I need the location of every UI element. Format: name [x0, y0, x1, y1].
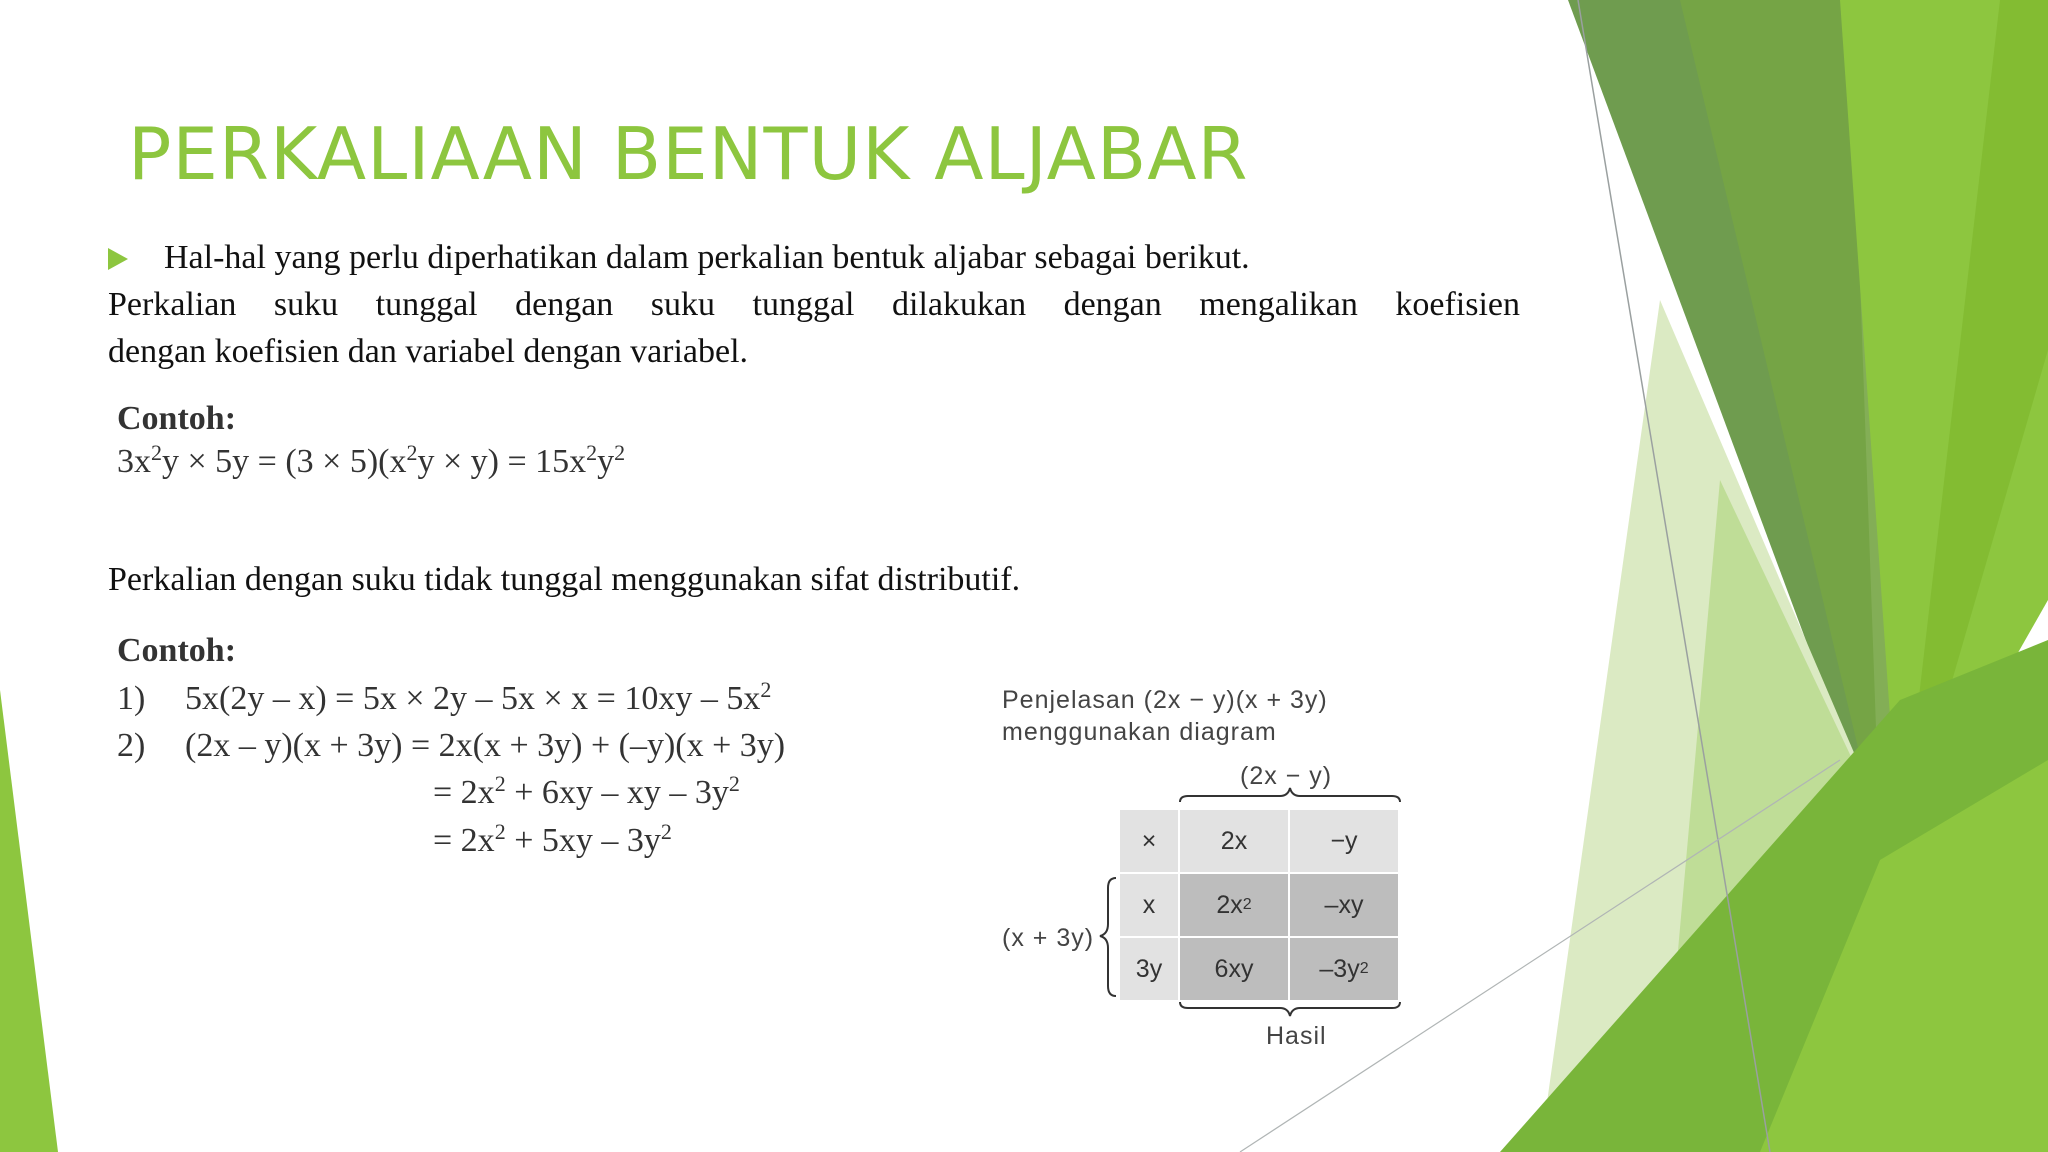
diagram-bottom-label: Hasil: [1266, 1022, 1327, 1050]
grid-cell-2x2: 2x 2: [1180, 874, 1288, 936]
grid-header-minus-y: −y: [1290, 810, 1398, 872]
example-2-number-2: 2): [117, 727, 146, 764]
example-2-equation-1: $5x(2y - x) = 5x \times 2y - 5x \times x = 10xy - 5x^2$: [185, 677, 772, 717]
bullet-text: Hal-hal yang perlu diperhatikan dalam perkalian bentuk aljabar sebagai berikut.: [164, 239, 1250, 276]
example-2-equation-2b: = $2x^2 + 6xy$ – xy – $3y^2$: [433, 771, 740, 811]
bottom-brace: [1180, 1002, 1400, 1016]
example-1-label: Contoh:: [117, 400, 237, 437]
grid-cell-minus-3y2: –3y 2: [1290, 938, 1398, 1000]
slide-title: PERKALIAAN BENTUK ALJABAR: [128, 112, 1249, 196]
paragraph-distributive: Perkalian dengan suku tidak tunggal menggunakan sifat distributif.: [108, 561, 1021, 598]
diagram-left-label: (x + 3y): [1002, 924, 1095, 952]
top-brace: [1180, 788, 1400, 802]
paragraph-line-1: Perkalian suku tunggal dengan suku tunggal dilakukan dengan mengalikan koefisien: [108, 286, 1520, 323]
example-2-label: Contoh:: [117, 632, 237, 669]
paragraph-line-2: dengan koefisien dan variabel dengan variabel.: [108, 333, 749, 370]
grid-header-2x: 2x: [1180, 810, 1288, 872]
diagram-caption-line-2: menggunakan diagram: [1002, 718, 1277, 746]
example-2-equation-2a: (2x – y)(x + 3y) = 2x(x + 3y) + (–y)(x + 3y): [185, 727, 786, 764]
diagram-caption-line-1: Penjelasan (2x − y)(x + 3y): [1002, 686, 1328, 714]
left-brace: [1100, 878, 1116, 996]
grid-row-head-3y: 3y: [1120, 938, 1178, 1000]
example-2-number-1: 1): [117, 680, 146, 717]
diagram-top-label: (2x − y): [1240, 762, 1333, 790]
grid-header-times: ×: [1120, 810, 1178, 872]
example-1-equation: $3x^2y \times 5y = (3 \times 5)(x^2y \times y) = 15x^2y^2$: [117, 440, 626, 480]
grid-cell-minus-xy: –xy: [1290, 874, 1398, 936]
grid-cell-6xy: 6xy: [1180, 938, 1288, 1000]
example-2-equation-2c: = $2x^2 + 5xy - 3y^2$: [433, 819, 672, 859]
grid-row-head-x: x: [1120, 874, 1178, 936]
